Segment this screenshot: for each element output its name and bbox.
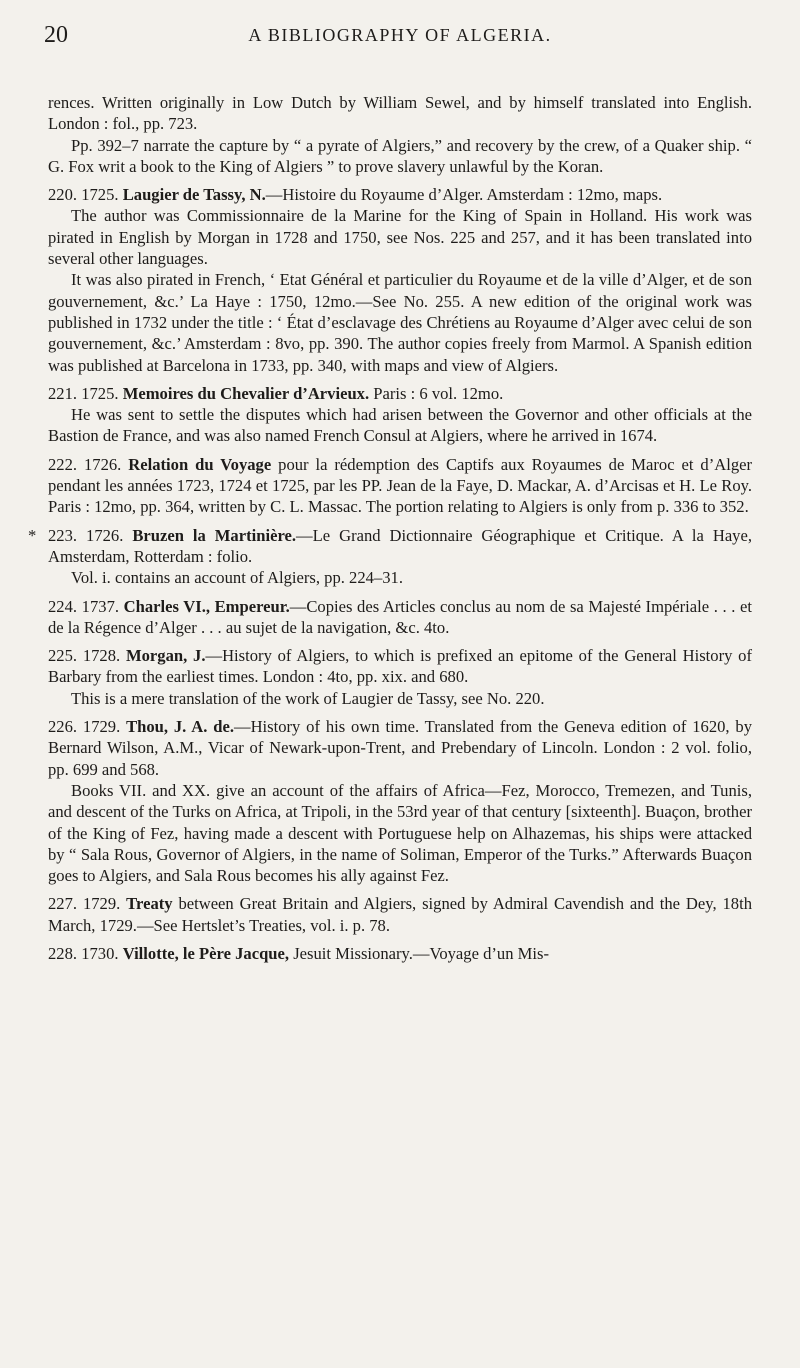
entry-text: —History of his own time. Translated from the Geneva edition of 1620, by Bernard Wilson, A.M., Vicar of Newark-upon-Trent, and Prebendary of Lincoln. London : 2 vol. folio, pp. 699 and 568. xyxy=(48,717,752,779)
entry-number: 220. xyxy=(48,185,78,205)
paragraph-text: He was sent to settle the disputes which had arisen between the Governor and other officials at the Bastion de France, and was also named French Consul at Algiers, where he arrived in 1674. xyxy=(48,405,752,446)
entry-year: 1729. xyxy=(82,894,121,914)
entry-note xyxy=(48,135,752,178)
entry-number: 228. xyxy=(48,943,78,963)
continued-text xyxy=(48,92,752,135)
entry-text: between Great Britain and Algiers, signed by Admiral Cavendish and the Dey, 18th March, 1729.—See Hertslet’s Treaties, vol. i. p. 78. xyxy=(48,894,753,935)
entry-number: 224. xyxy=(48,596,78,616)
entry-number: 222. xyxy=(48,454,78,474)
entry-marker: * xyxy=(28,525,37,545)
entry-number: 226. xyxy=(48,717,78,737)
running-title: A BIBLIOGRAPHY OF ALGERIA. xyxy=(248,25,552,45)
paragraph-text: The author was Commissionnaire de la Marine for the King of Spain in Holland. His work was pirated in English by Morgan in 1728 and 1750, see Nos. 225 and 257, and it has been translated into several other languages. xyxy=(48,206,752,269)
entry-year: 1730. xyxy=(81,943,119,963)
entry-text: Jesuit Missionary.—Voyage d’un Mis- xyxy=(289,943,550,963)
paragraph-text: This is a mere translation of the work of Laugier de Tassy, see No. 220. xyxy=(71,688,545,708)
entry-text: —Histoire du Royaume d’Alger. Amsterdam : 12mo, maps. xyxy=(265,185,663,205)
entry-heading: Charles VI., Empereur. xyxy=(123,596,290,616)
entry-year: 1726. xyxy=(83,454,122,474)
entry-heading: Laugier de Tassy, N. xyxy=(122,185,266,205)
paragraph-text: Books VII. and XX. give an account of the affairs of Africa—Fez, Morocco, Tremezen, and Tunis, and descent of the Turks on Africa, at Tripoli, in the 53rd year of that century [sixteenth]. Buaçon, brother of the King of Fez, having made a descent with Portuguese help on Alhazemas, his ships were attacked by “ Sala Rous, Governor of Algiers, in the name of Soliman, Emperor of the Turks.” Afterwards Buaçon goes to Algiers, and Sala Rous becomes his ally against Fez. xyxy=(48,780,752,886)
entry-year: 1725. xyxy=(81,185,119,205)
entry-number: 221. xyxy=(48,383,78,403)
page-number: 20 xyxy=(44,22,68,48)
entry-year: 1725. xyxy=(81,383,119,403)
paragraph-text: Pp. 392–7 narrate the capture by “ a pyrate of Algiers,” and recovery by the crew, of a Quaker ship. “ G. Fox writ a book to the King of Algiers ” to prove slavery unlawful by the Koran. xyxy=(48,135,752,176)
page-header xyxy=(44,22,756,50)
entry-text: —History of Algiers, to which is prefixed an epitome of the General History of Barbary from the earliest times. London : 4to, pp. xix. and 680. xyxy=(48,646,752,687)
bibliography-entry xyxy=(48,383,752,404)
bibliography-entry xyxy=(48,893,752,936)
entry-heading: Thou, J. A. de. xyxy=(126,717,234,737)
entry-year: 1726. xyxy=(86,525,124,545)
bibliography-entry xyxy=(48,943,752,964)
entry-heading: Memoires du Chevalier d’Arvieux. xyxy=(122,383,370,403)
bibliography-entry xyxy=(48,716,752,780)
entry-text: pour la rédemption des Captifs aux Royaumes de Maroc et d’Alger pendant les années 1723, 1724 et 1725, par les PP. Jean de la Faye, D. Mackar, A. d’Arcisas et H. Le Roy. Paris : 12mo, pp. 364, written by C. L. Massac. The portion relating to Algiers is only from p. 336 to 352. xyxy=(48,454,753,517)
entry-note xyxy=(48,567,752,588)
entry-text: —Copies des Articles conclus au nom de sa Majesté Impériale . . . et de la Régence d’Alger . . . au sujet de la navigation, &c. 4to. xyxy=(48,596,752,637)
entry-heading: Morgan, J. xyxy=(125,646,206,666)
entry-note xyxy=(48,404,752,447)
bibliography-entry xyxy=(48,184,752,205)
bibliography-entry xyxy=(48,596,752,639)
entry-note xyxy=(48,688,752,709)
paragraph-text: Vol. i. contains an account of Algiers, pp. 224–31. xyxy=(71,568,403,588)
entry-note xyxy=(48,269,752,375)
entry-number: 225. xyxy=(48,646,78,666)
bibliography-entry xyxy=(48,645,752,688)
entry-heading: Bruzen la Martinière. xyxy=(132,525,297,545)
entry-heading: Treaty xyxy=(126,894,173,914)
entry-text: Paris : 6 vol. 12mo. xyxy=(369,383,504,403)
bibliography-text xyxy=(28,92,753,964)
entry-heading: Villotte, le Père Jacque, xyxy=(122,943,290,963)
entry-number: 227. xyxy=(48,894,78,914)
entry-year: 1728. xyxy=(82,646,121,666)
bibliography-entry xyxy=(28,525,752,568)
entry-heading: Relation du Voyage xyxy=(128,454,272,474)
paragraph-text: rences. Written originally in Low Dutch by William Sewel, and by himself translated into English. London : fol., pp. 723. xyxy=(48,93,752,134)
entry-year: 1729. xyxy=(82,717,121,737)
entry-number: 223. xyxy=(48,525,78,545)
entry-note xyxy=(48,780,752,886)
entry-year: 1737. xyxy=(81,596,120,616)
entry-text: —Le Grand Dictionnaire Géographique et Critique. A la Haye, Amsterdam, Rotterdam : folio. xyxy=(48,525,752,566)
entry-note xyxy=(48,205,752,269)
paragraph-text: It was also pirated in French, ‘ Etat Général et particulier du Royaume et de la ville d’Alger, et de son gouvernement, &c.’ La Haye : 1750, 12mo.—See No. 255. A new edition of the original work was published in 1732 under the title : ‘ État d’esclavage des Chrétiens au Royaume d’Alger avec celui de son gouvernement, &c.’ Amsterdam : 8vo, pp. 390. The author copies freely from Marmol. A Spanish edition was published at Barcelona in 1733, pp. 340, with maps and view of Algiers. xyxy=(48,270,752,375)
bibliography-entry xyxy=(48,454,752,518)
